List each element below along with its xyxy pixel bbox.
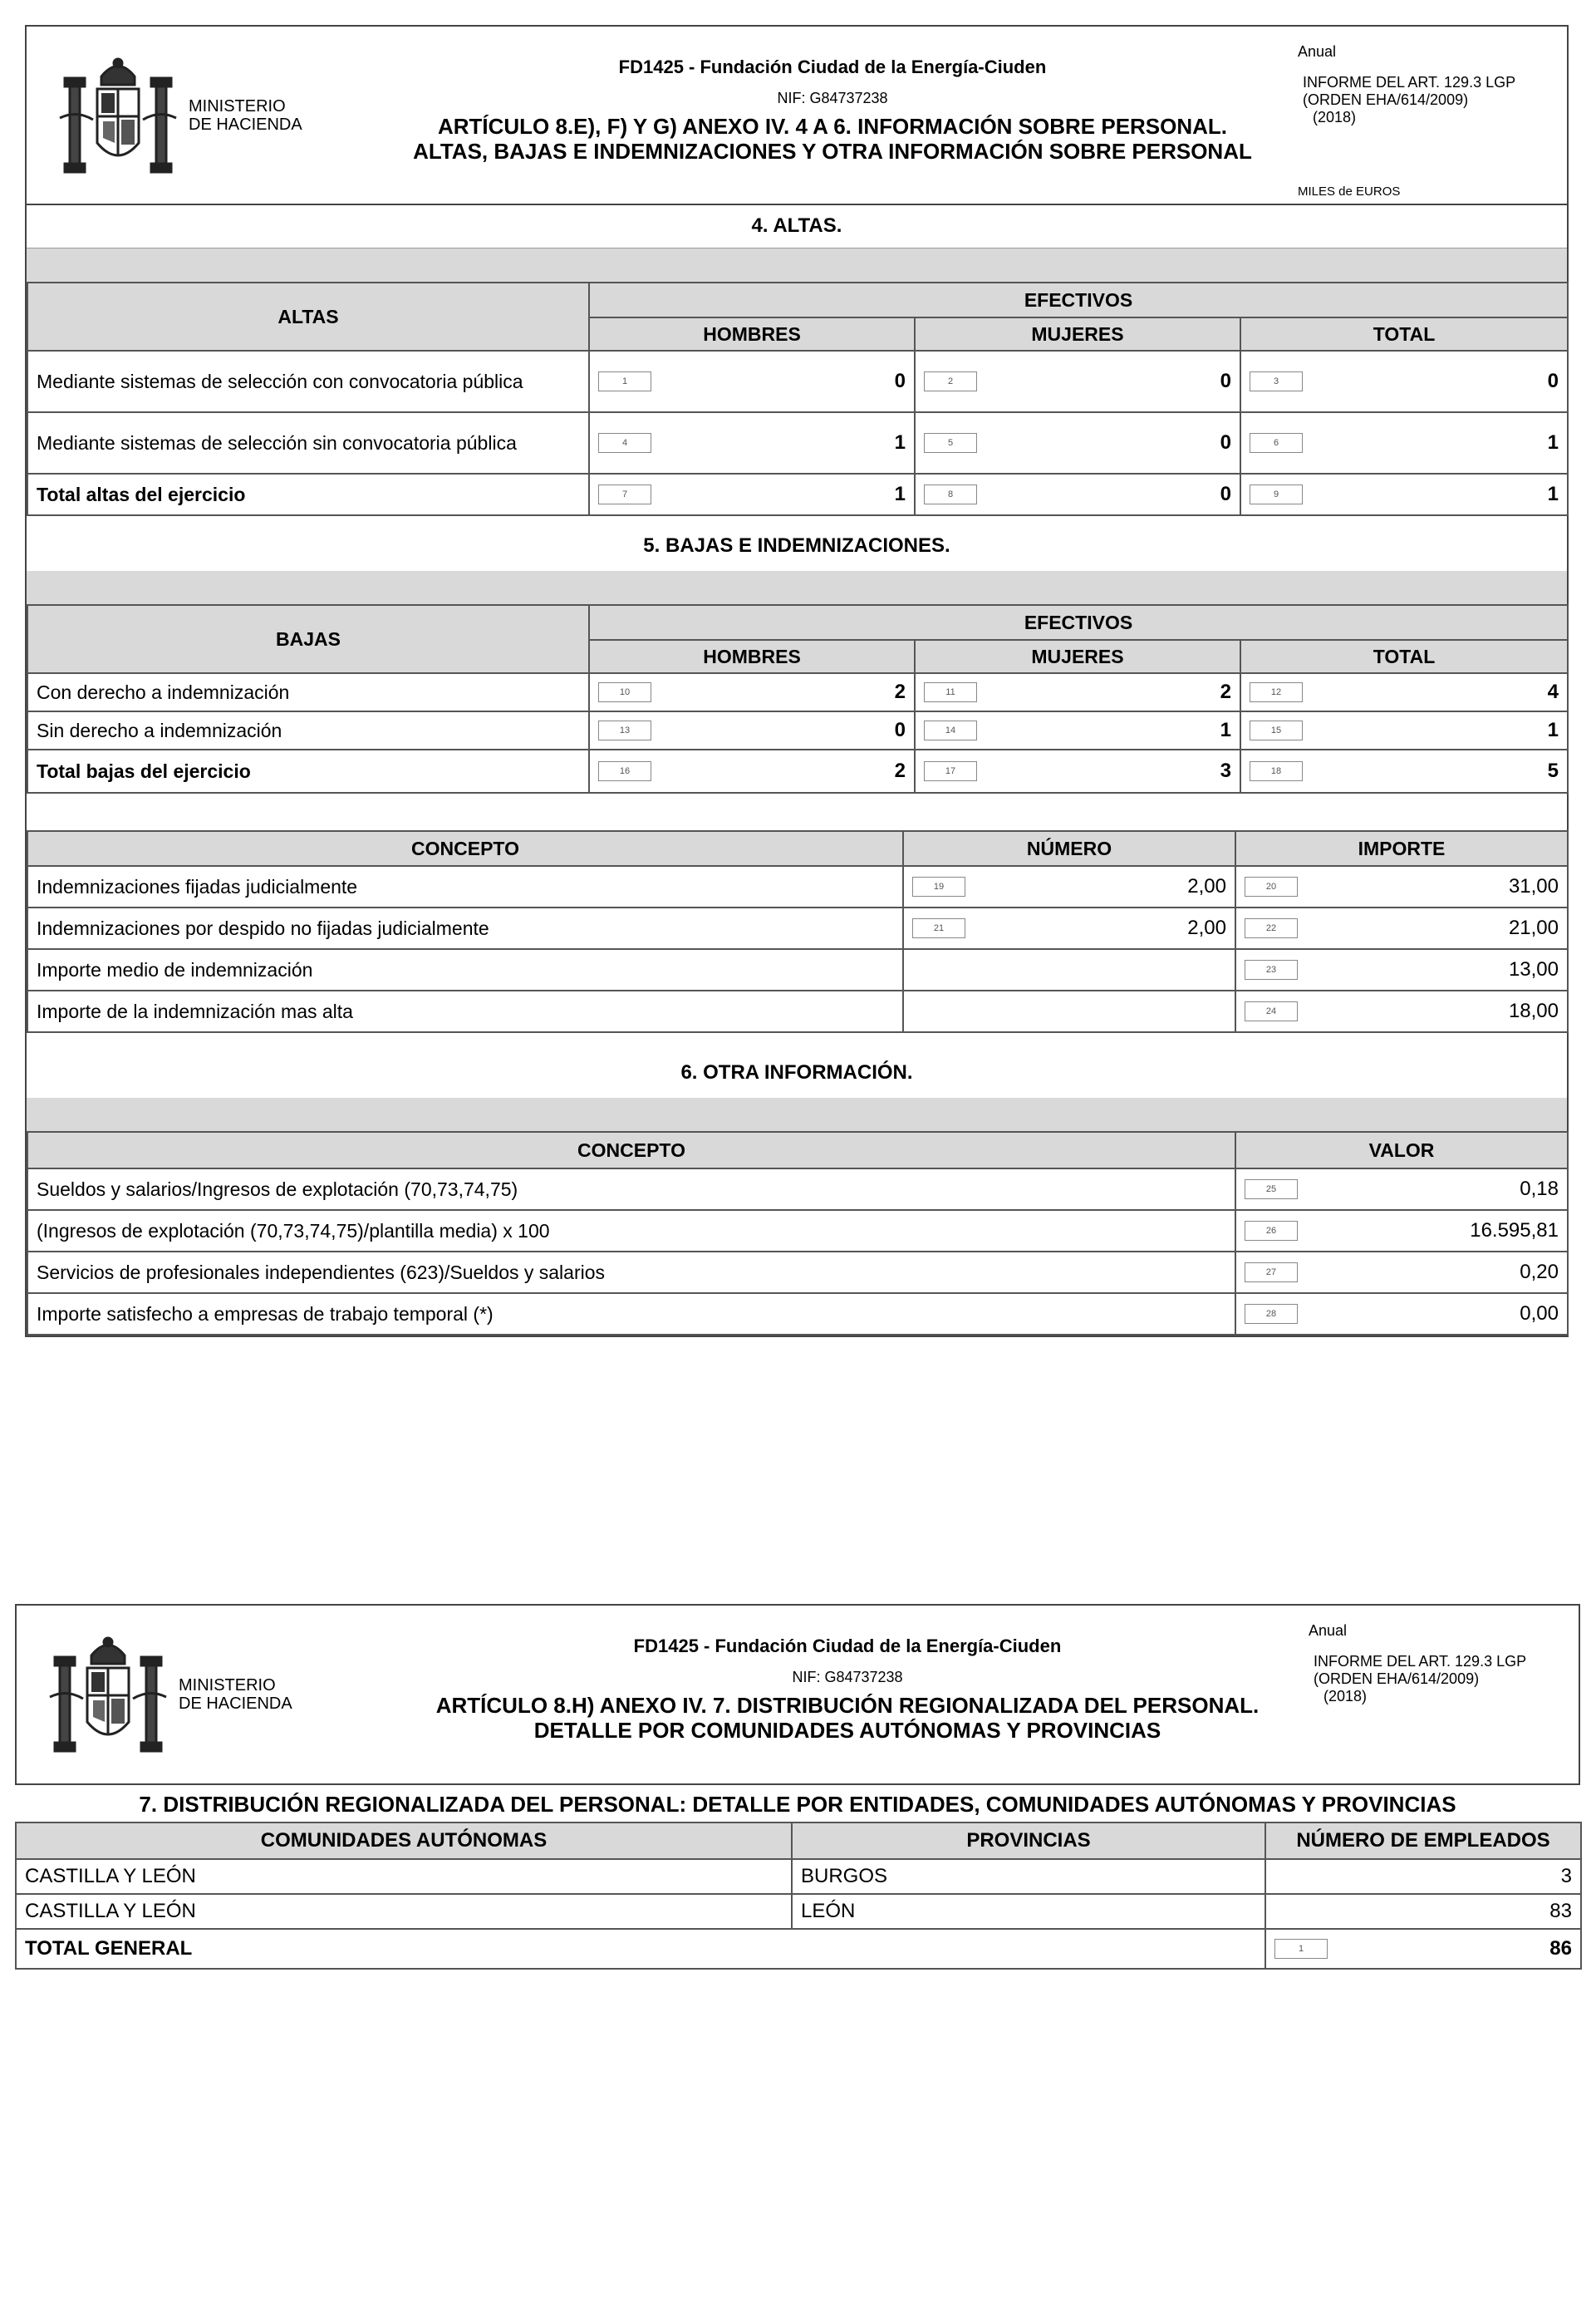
value-wrap [1250, 760, 1559, 783]
cell-value: 1 [1220, 719, 1231, 741]
row-label: Con derecho a indemnización [27, 673, 589, 711]
header-right [1309, 1622, 1526, 1705]
importe-value: 13,00 [1508, 958, 1559, 981]
valor-cell [1235, 1168, 1568, 1210]
value-wrap [924, 370, 1231, 393]
valor-cell [1235, 1252, 1568, 1293]
field-number-box: 1 [1274, 1939, 1328, 1959]
header-center [376, 57, 1289, 164]
table-row [27, 1293, 1568, 1335]
value-wrap [1250, 370, 1559, 393]
header-center [382, 1636, 1313, 1743]
value-cell [915, 711, 1240, 750]
value-cell [589, 673, 915, 711]
field-number-box: 7 [598, 485, 651, 504]
altas-col-label: ALTAS [27, 283, 589, 351]
report-line1: INFORME DEL ART. 129.3 LGP [1314, 1653, 1527, 1670]
indemnizaciones-table [27, 830, 1569, 1033]
valor-cell [1235, 1293, 1568, 1335]
report-year: (2018) [1313, 109, 1357, 125]
row-label: Mediante sistemas de selección con convocatoria pública [27, 351, 589, 412]
concepto-header: CONCEPTO [27, 831, 903, 866]
value-wrap [1245, 917, 1559, 940]
row-label: Mediante sistemas de selección sin convocatoria pública [27, 412, 589, 474]
field-number-box: 23 [1245, 960, 1298, 980]
cell-value: 1 [894, 483, 906, 505]
numero-cell [903, 866, 1235, 908]
table-row [16, 1859, 1581, 1894]
report-line2: (ORDEN EHA/614/2009) [1314, 1670, 1480, 1687]
value-wrap [598, 681, 906, 704]
section-title-distribucion: 7. DISTRIBUCIÓN REGIONALIZADA DEL PERSONAL: DETALLE POR ENTIDADES, COMUNIDADES AUTÓNOMAS Y PROVINCIAS [139, 1792, 1456, 1817]
cell-value: 2 [894, 760, 906, 782]
table-row [27, 711, 1568, 750]
ministry-name [179, 1676, 292, 1713]
row-label: Total altas del ejercicio [27, 474, 589, 515]
value-wrap [1250, 681, 1559, 704]
value-wrap [912, 917, 1226, 940]
value-wrap [924, 431, 1231, 455]
value-cell [915, 673, 1240, 711]
field-number-box: 14 [924, 721, 977, 740]
field-number-box: 17 [924, 761, 977, 781]
value-cell [915, 474, 1240, 515]
numero-cell [903, 908, 1235, 949]
numero-cell [903, 991, 1235, 1032]
section-title-bajas: 5. BAJAS E INDEMNIZACIONES. [643, 534, 950, 557]
value-cell [589, 412, 915, 474]
cell-value: 3 [1220, 760, 1231, 782]
cell-value: 1 [1547, 431, 1559, 454]
value-wrap [1245, 1261, 1559, 1284]
field-number-box: 10 [598, 682, 651, 702]
numero-header: NÚMERO [903, 831, 1235, 866]
field-number-box: 11 [924, 682, 977, 702]
row-label: Indemnizaciones por despido no fijadas judicialmente [27, 908, 903, 949]
valor-value: 0,00 [1520, 1302, 1559, 1325]
value-cell [589, 351, 915, 412]
importe-value: 31,00 [1508, 875, 1559, 898]
field-number-box: 28 [1245, 1304, 1298, 1324]
field-number-box: 19 [912, 877, 965, 897]
valor-cell [1235, 1210, 1568, 1252]
cell-value: 5 [1547, 760, 1559, 782]
field-number-box: 9 [1250, 485, 1303, 504]
value-wrap [1250, 719, 1559, 742]
valor-value: 0,20 [1520, 1261, 1559, 1283]
field-number-box: 22 [1245, 918, 1298, 938]
total-header: TOTAL [1240, 317, 1568, 351]
form-personal-info [25, 25, 1569, 1337]
value-cell [1240, 474, 1568, 515]
value-wrap [1250, 483, 1559, 506]
total-general-row [16, 1929, 1581, 1969]
field-number-box: 6 [1250, 433, 1303, 453]
field-number-box: 3 [1250, 371, 1303, 391]
cell-value: 2 [894, 681, 906, 703]
coat-of-arms-logo [52, 52, 184, 184]
row-label: Importe satisfecho a empresas de trabajo temporal (*) [27, 1293, 1235, 1335]
cell-value: 0 [894, 370, 906, 392]
value-wrap [598, 431, 906, 455]
report-line1: INFORME DEL ART. 129.3 LGP [1303, 74, 1516, 91]
ministry-name [189, 97, 302, 134]
valor-value: 16.595,81 [1470, 1219, 1559, 1242]
efectivos-header: EFECTIVOS [589, 283, 1568, 317]
value-cell [1240, 412, 1568, 474]
value-wrap [1245, 1000, 1559, 1023]
importe-value: 21,00 [1508, 917, 1559, 939]
ca-header: COMUNIDADES AUTÓNOMAS [16, 1822, 792, 1859]
efectivos-header: EFECTIVOS [589, 605, 1568, 640]
value-wrap [1245, 958, 1559, 981]
row-label: Servicios de profesionales independientes (623)/Sueldos y salarios [27, 1252, 1235, 1293]
section-band [27, 248, 1567, 282]
num-empleados-cell: 3 [1265, 1859, 1581, 1894]
spacer [27, 794, 1567, 830]
ca-cell: CASTILLA Y LEÓN [16, 1894, 792, 1929]
valor-value: 0,18 [1520, 1178, 1559, 1200]
field-number-box: 26 [1245, 1221, 1298, 1241]
ca-cell: CASTILLA Y LEÓN [16, 1859, 792, 1894]
value-wrap [1250, 431, 1559, 455]
row-label: Importe de la indemnización mas alta [27, 991, 903, 1032]
table-row [27, 474, 1568, 515]
table-row [27, 673, 1568, 711]
value-wrap [924, 681, 1231, 704]
section-band [27, 571, 1567, 604]
period-label: Anual [1309, 1622, 1348, 1639]
value-cell [589, 750, 915, 793]
mujeres-header: MUJERES [915, 317, 1240, 351]
value-wrap [1245, 1302, 1559, 1326]
numero-value: 2,00 [1187, 917, 1226, 939]
table-row [27, 1210, 1568, 1252]
cell-value: 1 [1547, 719, 1559, 741]
value-cell [915, 351, 1240, 412]
concepto-header: CONCEPTO [27, 1132, 1235, 1168]
cell-value: 0 [1220, 483, 1231, 505]
nif: NIF: G84737238 [792, 1669, 903, 1685]
value-wrap [912, 875, 1226, 898]
value-cell [1240, 750, 1568, 793]
section-title-otra: 6. OTRA INFORMACIÓN. [680, 1061, 913, 1084]
total-header: TOTAL [1240, 640, 1568, 673]
entity-name: FD1425 - Fundación Ciudad de la Energía-Ciuden [633, 1636, 1062, 1656]
provincias-header: PROVINCIAS [792, 1822, 1265, 1859]
cell-value: 2 [1220, 681, 1231, 703]
provincia-cell: LEÓN [792, 1894, 1265, 1929]
report-line2: (ORDEN EHA/614/2009) [1303, 91, 1469, 108]
page-title: ARTÍCULO 8.H) ANEXO IV. 7. DISTRIBUCIÓN REGIONALIZADA DEL PERSONAL. DETALLE POR COMUNIDADES AUTÓNOMAS Y PROVINCIAS [435, 1693, 1260, 1743]
hombres-header: HOMBRES [589, 640, 915, 673]
importe-cell [1235, 908, 1568, 949]
field-number-box: 12 [1250, 682, 1303, 702]
field-number-box: 21 [912, 918, 965, 938]
bajas-table [27, 604, 1569, 794]
valor-header: VALOR [1235, 1132, 1568, 1168]
total-general-value: 86 [1549, 1937, 1572, 1960]
mujeres-header: MUJERES [915, 640, 1240, 673]
nif: NIF: G84737238 [777, 90, 888, 106]
cell-value: 0 [1220, 431, 1231, 454]
table-row [27, 991, 1568, 1032]
value-wrap [1245, 1178, 1559, 1201]
importe-cell [1235, 991, 1568, 1032]
value-cell [1240, 351, 1568, 412]
value-cell [915, 750, 1240, 793]
table-row [27, 351, 1568, 412]
field-number-box: 20 [1245, 877, 1298, 897]
period-label: Anual [1298, 43, 1337, 60]
field-number-box: 5 [924, 433, 977, 453]
hombres-header: HOMBRES [589, 317, 915, 351]
otra-info-table [27, 1131, 1569, 1336]
cell-value: 1 [894, 431, 906, 454]
field-number-box: 1 [598, 371, 651, 391]
section-band [27, 1098, 1567, 1131]
value-cell [589, 711, 915, 750]
cell-value: 1 [1547, 483, 1559, 505]
importe-value: 18,00 [1508, 1000, 1559, 1022]
provincia-cell: BURGOS [792, 1859, 1265, 1894]
table-row [27, 750, 1568, 793]
header-right [1298, 43, 1516, 199]
table-row [27, 908, 1568, 949]
value-wrap [598, 370, 906, 393]
ministry-label: MINISTERIO DE HACIENDA [189, 97, 302, 134]
form-regional-distribution [15, 1604, 1580, 1970]
value-wrap [598, 760, 906, 783]
value-wrap [924, 719, 1231, 742]
value-wrap [924, 483, 1231, 506]
total-general-label: TOTAL GENERAL [16, 1929, 1265, 1969]
row-label: Sin derecho a indemnización [27, 711, 589, 750]
field-number-box: 24 [1245, 1001, 1298, 1021]
row-label: Sueldos y salarios/Ingresos de explotación (70,73,74,75) [27, 1168, 1235, 1210]
num-empleados-header: NÚMERO DE EMPLEADOS [1265, 1822, 1581, 1859]
row-label: Total bajas del ejercicio [27, 750, 589, 793]
row-label: Indemnizaciones fijadas judicialmente [27, 866, 903, 908]
table-row [27, 949, 1568, 991]
cell-value: 4 [1547, 681, 1559, 703]
value-wrap [1245, 1219, 1559, 1242]
entity-name: FD1425 - Fundación Ciudad de la Energía-Ciuden [618, 57, 1047, 77]
units-label: MILES de EUROS [1298, 184, 1401, 199]
value-cell [915, 412, 1240, 474]
importe-cell [1235, 949, 1568, 991]
field-number-box: 18 [1250, 761, 1303, 781]
field-number-box: 27 [1245, 1262, 1298, 1282]
cell-value: 0 [894, 719, 906, 741]
form-header [15, 1604, 1580, 1785]
altas-table [27, 282, 1569, 516]
value-wrap [598, 719, 906, 742]
table-row [16, 1894, 1581, 1929]
importe-cell [1235, 866, 1568, 908]
field-number-box: 25 [1245, 1179, 1298, 1199]
cell-value: 0 [1547, 370, 1559, 392]
importe-header: IMPORTE [1235, 831, 1568, 866]
value-wrap [598, 483, 906, 506]
form-header [27, 27, 1567, 205]
value-cell [589, 474, 915, 515]
page-title: ARTÍCULO 8.E), F) Y G) ANEXO IV. 4 A 6. INFORMACIÓN SOBRE PERSONAL. ALTAS, BAJAS E INDEMNIZACIONES Y OTRA INFORMACIÓN SOBRE PERSONAL [413, 114, 1252, 164]
total-general-cell [1265, 1929, 1581, 1969]
value-cell [1240, 673, 1568, 711]
table-row [27, 412, 1568, 474]
num-empleados-cell: 83 [1265, 1894, 1581, 1929]
value-wrap [924, 760, 1231, 783]
value-cell [1240, 711, 1568, 750]
table-row [27, 866, 1568, 908]
cell-value: 0 [1220, 370, 1231, 392]
table-row [27, 1168, 1568, 1210]
field-number-box: 16 [598, 761, 651, 781]
bajas-col-label: BAJAS [27, 605, 589, 673]
numero-value: 2,00 [1187, 875, 1226, 898]
report-year: (2018) [1323, 1688, 1368, 1704]
coat-of-arms-logo [42, 1631, 174, 1763]
field-number-box: 15 [1250, 721, 1303, 740]
row-label: Importe medio de indemnización [27, 949, 903, 991]
section-title-altas: 4. ALTAS. [27, 205, 1567, 248]
field-number-box: 4 [598, 433, 651, 453]
row-label: (Ingresos de explotación (70,73,74,75)/plantilla media) x 100 [27, 1210, 1235, 1252]
field-number-box: 8 [924, 485, 977, 504]
numero-cell [903, 949, 1235, 991]
distribucion-table [15, 1822, 1582, 1970]
table-row [27, 1252, 1568, 1293]
field-number-box: 13 [598, 721, 651, 740]
ministry-label: MINISTERIO DE HACIENDA [179, 1676, 292, 1713]
value-wrap [1245, 875, 1559, 898]
field-number-box: 2 [924, 371, 977, 391]
